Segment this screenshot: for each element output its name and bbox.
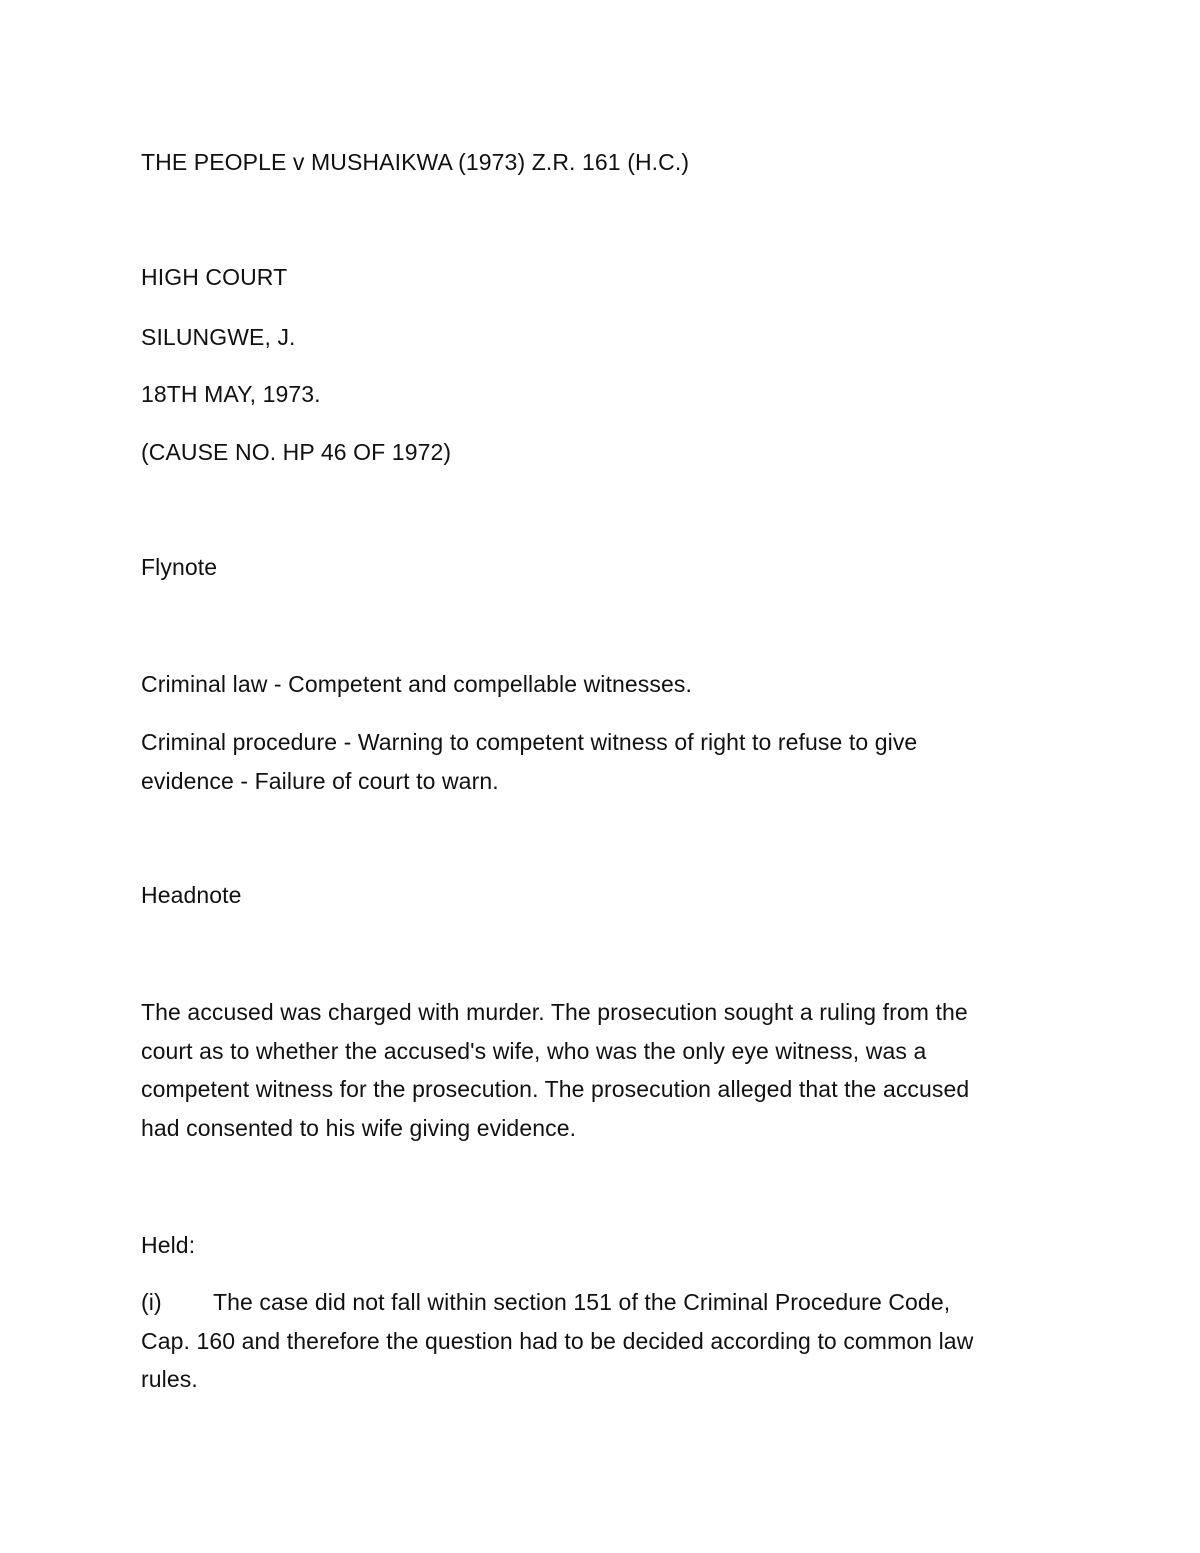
judgment-date: 18TH MAY, 1973. (141, 381, 321, 407)
text-row: had consented to his wife giving evidence. (141, 1114, 577, 1141)
flynote-line-1: Criminal law - Competent and compellable witnesses. (141, 671, 692, 697)
text-row: court as to whether the accused's wife, who was the only eye witness, was a (141, 1037, 927, 1064)
held-heading: Held: (141, 1232, 196, 1258)
text-row: Cap. 160 and therefore the question had to be decided according to common law (141, 1327, 974, 1354)
text-row: Criminal procedure - Warning to competent witness of right to refuse to give (141, 729, 918, 755)
headnote-paragraph (141, 993, 1061, 1147)
text-row: evidence - Failure of court to warn. (141, 767, 499, 794)
held-item-1 (141, 1283, 1061, 1399)
text-row (141, 1283, 1061, 1322)
court-name: HIGH COURT (141, 264, 288, 290)
case-citation: THE PEOPLE v MUSHAIKWA (1973) Z.R. 161 (H.C.) (141, 149, 690, 175)
text-row: The accused was charged with murder. The prosecution sought a ruling from the (141, 999, 968, 1025)
text-row: rules. (141, 1366, 198, 1392)
text-row: competent witness for the prosecution. The prosecution alleged that the accused (141, 1076, 970, 1102)
headnote-heading: Headnote (141, 882, 242, 908)
cause-number: (CAUSE NO. HP 46 OF 1972) (141, 439, 452, 465)
item-text: The case did not fall within section 151 of the Criminal Procedure Code, (213, 1289, 951, 1315)
flynote-heading: Flynote (141, 554, 218, 580)
flynote-line-2 (141, 723, 1061, 800)
item-marker: (i) (141, 1289, 162, 1315)
judge-name: SILUNGWE, J. (141, 324, 296, 350)
